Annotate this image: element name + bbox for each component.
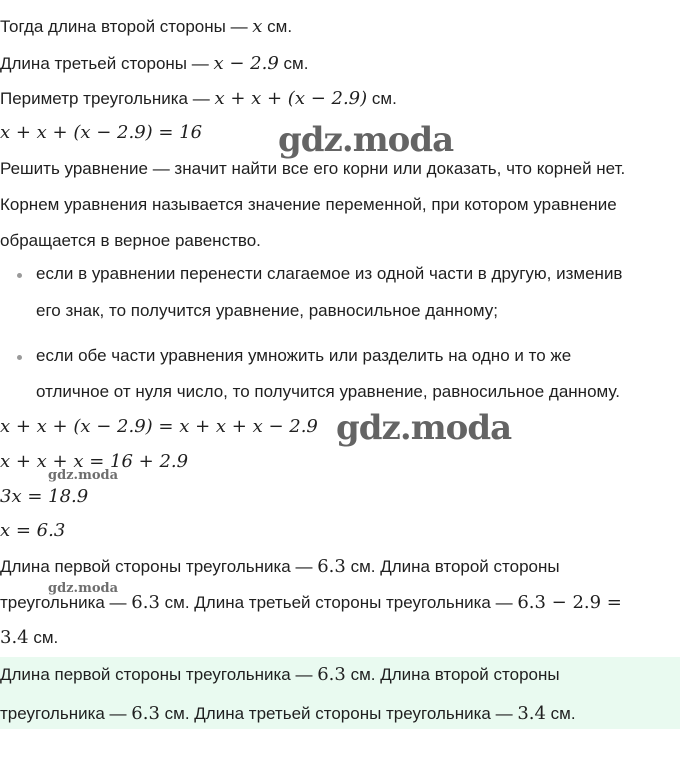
text-line-second-side: Тогда длина второй стороны — x см.	[0, 16, 293, 37]
math-expr: x + x + (x − 2.9)	[214, 88, 368, 109]
equation-step-1: x + x + (x − 2.9) = x + x + x − 2.9	[0, 416, 318, 437]
result-line-2: треугольника — 6.3 см. Длина третьей стороны треугольника — 6.3 − 2.9 =	[0, 592, 622, 613]
bullet-1-line-2: его знак, то получится уравнение, равносильное данному;	[36, 301, 498, 320]
math-var: x	[252, 16, 263, 37]
equation-step-4: x = 6.3	[0, 520, 66, 541]
text-line-perimeter: Периметр треугольника — x + x + (x − 2.9) см.	[0, 88, 397, 109]
definition-line-3: обращается в верное равенство.	[0, 231, 261, 250]
result-line-1: Длина первой стороны треугольника — 6.3 см. Длина второй стороны	[0, 556, 560, 577]
bullet-dot	[17, 273, 22, 278]
watermark-small: gdz.moda	[48, 468, 119, 483]
equation-perimeter: x + x + (x − 2.9) = 16	[0, 122, 203, 143]
equation-step-2: x + x + x = 16 + 2.9	[0, 451, 189, 472]
math-expr: x − 2.9	[213, 53, 279, 74]
watermark: gdz.moda	[336, 408, 512, 448]
watermark: gdz.moda	[278, 120, 454, 160]
answer-line-2: треугольника — 6.3 см. Длина третьей стороны треугольника — 3.4 см.	[0, 703, 576, 724]
bullet-2-line-2: отличное от нуля число, то получится уравнение, равносильное данному.	[36, 382, 620, 401]
definition-line-2: Корнем уравнения называется значение переменной, при котором уравнение	[0, 195, 617, 214]
bullet-1-line-1: если в уравнении перенести слагаемое из одной части в другую, изменив	[36, 264, 623, 283]
answer-line-1: Длина первой стороны треугольника — 6.3 см. Длина второй стороны	[0, 664, 560, 685]
bullet-dot	[17, 355, 22, 360]
watermark-small: gdz.moda	[48, 581, 119, 596]
bullet-2-line-1: если обе части уравнения умножить или разделить на одно и то же	[36, 346, 572, 365]
definition-line-1: Решить уравнение — значит найти все его корни или доказать, что корней нет.	[0, 159, 626, 178]
result-line-3: 3.4 см.	[0, 627, 59, 648]
equation-step-3: 3x = 18.9	[0, 486, 89, 507]
text-line-third-side: Длина третьей стороны — x − 2.9 см.	[0, 53, 309, 74]
